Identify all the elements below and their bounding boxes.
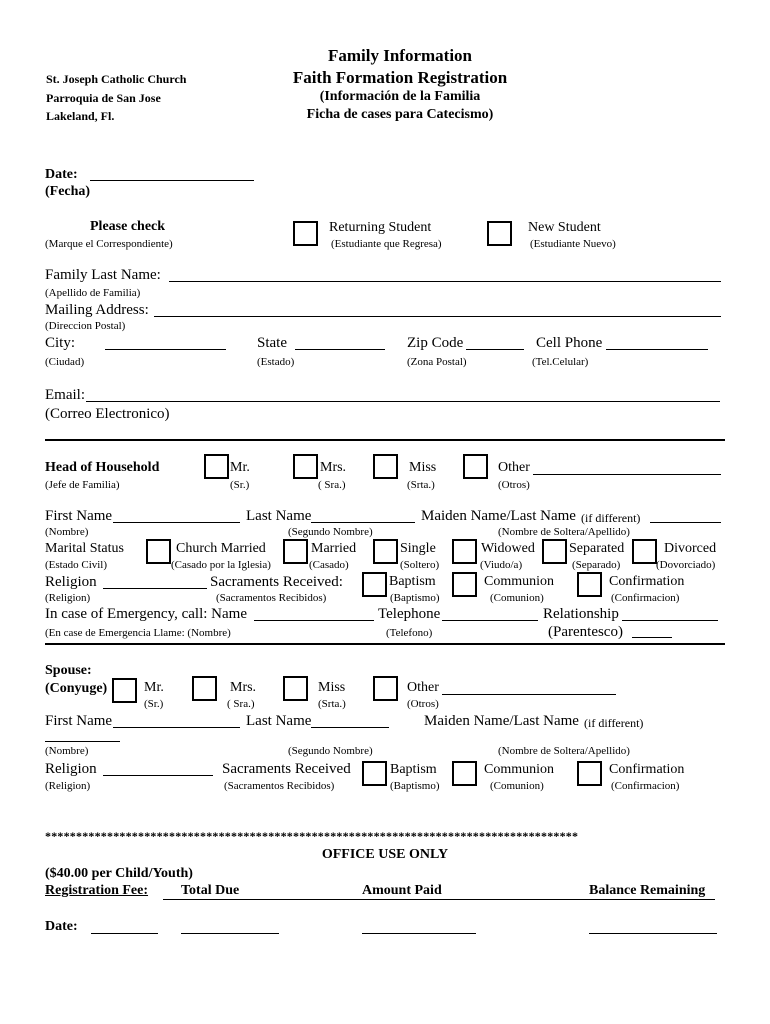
spouse-confirmation-label: Confirmation: [609, 762, 685, 777]
balance-remaining-field[interactable]: [589, 933, 717, 934]
spouse-communion-label-es: (Comunion): [490, 780, 544, 792]
widowed-checkbox[interactable]: [452, 539, 477, 564]
head-mr-label: Mr.: [230, 460, 250, 475]
date-field[interactable]: [90, 180, 254, 181]
parish-name: Parroquia de San Jose: [46, 91, 161, 105]
spouse-other-checkbox[interactable]: [373, 676, 398, 701]
head-maiden-name-note: (if different): [581, 511, 641, 525]
marital-status-label-es: (Estado Civil): [45, 559, 108, 571]
head-communion-checkbox[interactable]: [452, 572, 477, 597]
zip-code-field[interactable]: [466, 349, 524, 350]
cell-phone-label-es: (Tel.Celular): [532, 356, 589, 368]
marital-status-label: Marital Status: [45, 541, 124, 556]
head-miss-label-es: (Srta.): [407, 479, 435, 491]
spouse-last-name-label: Last Name: [246, 713, 312, 729]
single-checkbox[interactable]: [373, 539, 398, 564]
form-subtitle: Faith Formation Registration: [292, 68, 508, 87]
head-first-name-label: First Name: [45, 508, 113, 524]
head-sacraments-label-es: (Sacramentos Recibidos): [216, 592, 327, 604]
single-label: Single: [400, 541, 436, 556]
spouse-religion-field[interactable]: [103, 775, 213, 776]
mailing-address-label-es: (Direccion Postal): [45, 320, 126, 332]
widowed-label: Widowed: [481, 541, 535, 556]
head-of-household-label: Head of Household: [45, 460, 160, 475]
head-last-name-field[interactable]: [311, 522, 415, 523]
spouse-religion-label-es: (Religion): [45, 780, 91, 792]
new-student-label: New Student: [528, 220, 601, 235]
state-label-es: (Estado): [257, 356, 295, 368]
head-maiden-name-field[interactable]: [650, 522, 721, 523]
separated-label: Separated: [569, 541, 625, 556]
section-divider: [45, 643, 725, 645]
spouse-other-label: Other: [407, 680, 439, 695]
mailing-address-field[interactable]: [154, 316, 721, 317]
city-label: City:: [45, 335, 76, 351]
spouse-mrs-label: Mrs.: [230, 680, 257, 695]
email-field[interactable]: [86, 401, 720, 402]
spouse-baptism-checkbox[interactable]: [362, 761, 387, 786]
total-due-field[interactable]: [181, 933, 279, 934]
spouse-mr-checkbox[interactable]: [112, 678, 137, 703]
please-check-label-es: (Marque el Correspondiente): [45, 238, 173, 250]
star-divider: **************************************************************************************: [45, 829, 579, 843]
emergency-name-field[interactable]: [254, 620, 374, 621]
spouse-religion-label: Religion: [45, 761, 97, 777]
city-field[interactable]: [105, 349, 226, 350]
spouse-communion-checkbox[interactable]: [452, 761, 477, 786]
new-student-checkbox[interactable]: [487, 221, 512, 246]
head-first-name-field[interactable]: [113, 522, 240, 523]
form-subtitle-es: Ficha de cases para Catecismo): [306, 107, 494, 122]
church-married-checkbox[interactable]: [146, 539, 171, 564]
divorced-label: Divorced: [664, 541, 717, 556]
spouse-mr-label-es: (Sr.): [144, 698, 164, 710]
zip-code-label-es: (Zona Postal): [407, 356, 467, 368]
new-student-label-es: (Estudiante Nuevo): [530, 238, 616, 250]
spouse-mrs-checkbox[interactable]: [192, 676, 217, 701]
emergency-relationship-field[interactable]: [622, 620, 718, 621]
head-mr-checkbox[interactable]: [204, 454, 229, 479]
cell-phone-label: Cell Phone: [536, 335, 603, 351]
spouse-mrs-label-es: ( Sra.): [227, 698, 255, 710]
married-label: Married: [311, 541, 357, 556]
spouse-communion-label: Communion: [484, 762, 555, 777]
emergency-name-label-es: (En case de Emergencia Llame: (Nombre): [45, 627, 231, 639]
widowed-label-es: (Viudo/a): [480, 559, 523, 571]
office-date-label: Date:: [45, 919, 78, 934]
spouse-mr-label: Mr.: [144, 680, 164, 695]
divorced-checkbox[interactable]: [632, 539, 657, 564]
church-name: St. Joseph Catholic Church: [46, 72, 187, 86]
spouse-first-name-field[interactable]: [113, 727, 240, 728]
church-married-label-es: (Casado por la Iglesia): [171, 559, 271, 571]
head-first-name-label-es: (Nombre): [45, 526, 89, 538]
head-sacraments-label: Sacraments Received:: [210, 574, 343, 590]
spouse-first-name-label: First Name: [45, 713, 113, 729]
office-date-field[interactable]: [91, 933, 158, 934]
married-checkbox[interactable]: [283, 539, 308, 564]
emergency-telephone-label: Telephone: [378, 606, 441, 622]
section-divider: [45, 439, 725, 441]
separated-checkbox[interactable]: [542, 539, 567, 564]
fee-row-underline: [163, 899, 715, 900]
head-mrs-checkbox[interactable]: [293, 454, 318, 479]
amount-paid-field[interactable]: [362, 933, 476, 934]
separated-label-es: (Separado): [572, 559, 621, 571]
head-last-name-label: Last Name: [246, 508, 312, 524]
head-communion-label-es: (Comunion): [490, 592, 544, 604]
head-religion-label: Religion: [45, 574, 97, 590]
head-confirmation-label-es: (Confirmacion): [611, 592, 680, 604]
church-city: Lakeland, Fl.: [46, 109, 115, 123]
returning-student-label: Returning Student: [329, 220, 432, 235]
head-maiden-name-label-es: (Nombre de Soltera/Apellido): [498, 526, 630, 538]
date-label: Date:: [45, 167, 78, 182]
registration-fee-label: Registration Fee:: [45, 883, 149, 898]
emergency-relationship-label-es: (Parentesco): [548, 624, 623, 640]
married-label-es: (Casado): [309, 559, 349, 571]
family-last-name-label: Family Last Name:: [45, 267, 161, 283]
family-last-name-label-es: (Apellido de Familia): [45, 287, 141, 299]
spouse-sacraments-label-es: (Sacramentos Recibidos): [224, 780, 335, 792]
city-label-es: (Ciudad): [45, 356, 85, 368]
total-due-label: Total Due: [181, 883, 240, 898]
emergency-relationship-label: Relationship: [543, 606, 619, 622]
head-maiden-name-label: Maiden Name/Last Name: [421, 508, 576, 524]
form-title: Family Information: [327, 46, 473, 65]
spouse-sacraments-label: Sacraments Received: [222, 761, 351, 777]
church-married-label: Church Married: [176, 541, 266, 556]
returning-student-checkbox[interactable]: [293, 221, 318, 246]
mailing-address-label: Mailing Address:: [45, 302, 149, 318]
fee-note: ($40.00 per Child/Youth): [45, 866, 193, 881]
head-baptism-checkbox[interactable]: [362, 572, 387, 597]
form-title-es: (Información de la Familia: [319, 89, 481, 104]
emergency-relationship-es-field[interactable]: [632, 637, 672, 638]
head-other-checkbox[interactable]: [463, 454, 488, 479]
zip-code-label: Zip Code: [407, 335, 464, 351]
head-baptism-label: Baptism: [389, 574, 436, 589]
head-confirmation-label: Confirmation: [609, 574, 685, 589]
emergency-telephone-label-es: (Telefono): [386, 627, 433, 639]
office-use-title: OFFICE USE ONLY: [321, 847, 449, 862]
head-mr-label-es: (Sr.): [230, 479, 250, 491]
spouse-maiden-name-field[interactable]: [45, 741, 120, 742]
spouse-maiden-name-label-es: (Nombre de Soltera/Apellido): [498, 745, 630, 757]
state-label: State: [257, 335, 287, 351]
head-confirmation-checkbox[interactable]: [577, 572, 602, 597]
spouse-last-name-field[interactable]: [311, 727, 389, 728]
family-last-name-field[interactable]: [169, 281, 721, 282]
spouse-miss-label-es: (Srta.): [318, 698, 346, 710]
spouse-maiden-name-label: Maiden Name/Last Name: [424, 713, 579, 729]
head-of-household-label-es: (Jefe de Familia): [45, 479, 120, 491]
spouse-label: Spouse:: [45, 663, 92, 678]
divorced-label-es: (Dovorciado): [656, 559, 716, 571]
head-baptism-label-es: (Baptismo): [390, 592, 440, 604]
head-mrs-label-es: ( Sra.): [318, 479, 346, 491]
returning-student-label-es: (Estudiante que Regresa): [331, 238, 442, 250]
cell-phone-field[interactable]: [606, 349, 708, 350]
single-label-es: (Soltero): [400, 559, 440, 571]
spouse-confirmation-label-es: (Confirmacion): [611, 780, 680, 792]
spouse-label-es: (Conyuge): [45, 681, 108, 696]
head-mrs-label: Mrs.: [320, 460, 347, 475]
spouse-confirmation-checkbox[interactable]: [577, 761, 602, 786]
spouse-miss-label: Miss: [318, 680, 346, 695]
head-other-label-es: (Otros): [498, 479, 530, 491]
head-miss-checkbox[interactable]: [373, 454, 398, 479]
spouse-baptism-label-es: (Baptismo): [390, 780, 440, 792]
email-label: Email:: [45, 387, 85, 403]
head-religion-label-es: (Religion): [45, 592, 91, 604]
spouse-other-field[interactable]: [442, 694, 616, 695]
head-last-name-label-es: (Segundo Nombre): [288, 526, 373, 538]
balance-remaining-label: Balance Remaining: [589, 883, 706, 898]
date-label-es: (Fecha): [45, 184, 91, 199]
head-religion-field[interactable]: [103, 588, 207, 589]
spouse-miss-checkbox[interactable]: [283, 676, 308, 701]
state-field[interactable]: [295, 349, 385, 350]
emergency-name-label: In case of Emergency, call: Name: [45, 606, 247, 622]
spouse-baptism-label: Baptism: [390, 762, 437, 777]
please-check-label: Please check: [90, 219, 166, 234]
head-communion-label: Communion: [484, 574, 555, 589]
spouse-maiden-name-note: (if different): [584, 716, 644, 730]
spouse-other-label-es: (Otros): [407, 698, 439, 710]
head-miss-label: Miss: [409, 460, 437, 475]
spouse-last-name-label-es: (Segundo Nombre): [288, 745, 373, 757]
head-other-label: Other: [498, 460, 530, 475]
spouse-first-name-label-es: (Nombre): [45, 745, 89, 757]
emergency-telephone-field[interactable]: [442, 620, 538, 621]
amount-paid-label: Amount Paid: [362, 883, 442, 898]
email-label-es: (Correo Electronico): [45, 406, 170, 422]
head-other-field[interactable]: [533, 474, 721, 475]
